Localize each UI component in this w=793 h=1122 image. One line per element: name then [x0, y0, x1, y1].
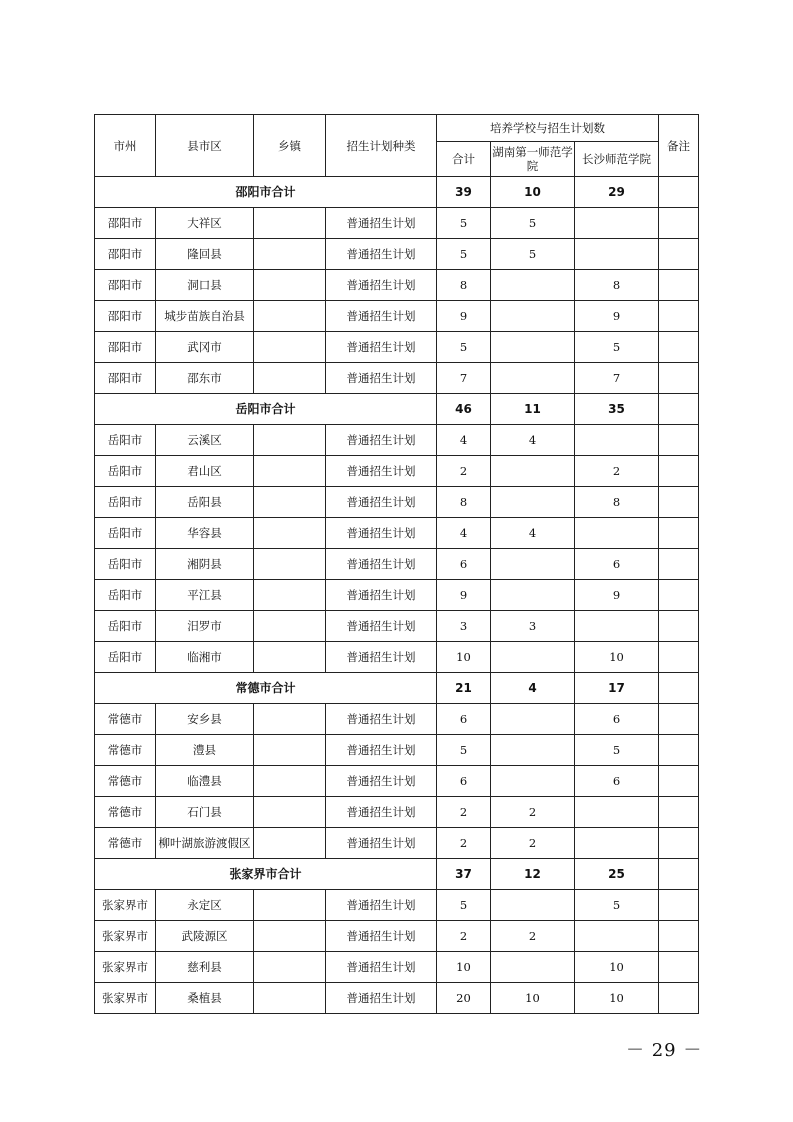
cell-county: 邵东市 — [156, 363, 254, 394]
cell-city: 常德市 — [95, 735, 156, 766]
cell-town — [254, 208, 326, 239]
cell-town — [254, 425, 326, 456]
cell-plan-type: 普通招生计划 — [326, 332, 437, 363]
cell-plan-type: 普通招生计划 — [326, 828, 437, 859]
cell-remarks — [659, 456, 699, 487]
cell-school-2: 5 — [575, 735, 659, 766]
cell-town — [254, 332, 326, 363]
header-remarks: 备注 — [659, 115, 699, 177]
cell-total: 6 — [437, 704, 491, 735]
cell-school-1 — [491, 301, 575, 332]
table-row — [95, 332, 699, 363]
table-row — [95, 549, 699, 580]
cell-county: 洞口县 — [156, 270, 254, 301]
cell-plan-type: 普通招生计划 — [326, 611, 437, 642]
cell-school-1 — [491, 735, 575, 766]
cell-city: 张家界市 — [95, 952, 156, 983]
cell-total: 8 — [437, 487, 491, 518]
cell-school-1: 10 — [491, 983, 575, 1014]
table-row — [95, 580, 699, 611]
subtotal-school-1: 12 — [491, 859, 575, 890]
table-row — [95, 828, 699, 859]
subtotal-row — [95, 394, 699, 425]
cell-city: 常德市 — [95, 797, 156, 828]
cell-town — [254, 983, 326, 1014]
cell-total: 5 — [437, 332, 491, 363]
cell-remarks — [659, 611, 699, 642]
cell-total: 10 — [437, 642, 491, 673]
cell-plan-type: 普通招生计划 — [326, 952, 437, 983]
cell-remarks — [659, 301, 699, 332]
cell-city: 岳阳市 — [95, 611, 156, 642]
cell-town — [254, 363, 326, 394]
cell-county: 华容县 — [156, 518, 254, 549]
table-row — [95, 642, 699, 673]
cell-school-2 — [575, 518, 659, 549]
table-row — [95, 983, 699, 1014]
cell-school-1: 3 — [491, 611, 575, 642]
table-row — [95, 487, 699, 518]
cell-school-1: 5 — [491, 208, 575, 239]
cell-county: 隆回县 — [156, 239, 254, 270]
cell-county: 武陵源区 — [156, 921, 254, 952]
cell-school-1 — [491, 487, 575, 518]
cell-school-2: 10 — [575, 983, 659, 1014]
cell-remarks — [659, 642, 699, 673]
subtotal-school-1: 4 — [491, 673, 575, 704]
cell-school-2: 7 — [575, 363, 659, 394]
cell-city: 邵阳市 — [95, 301, 156, 332]
header-school-1: 湖南第一师范学院 — [491, 142, 575, 177]
cell-city: 张家界市 — [95, 921, 156, 952]
cell-city: 岳阳市 — [95, 425, 156, 456]
cell-plan-type: 普通招生计划 — [326, 487, 437, 518]
cell-city: 邵阳市 — [95, 363, 156, 394]
cell-plan-type: 普通招生计划 — [326, 890, 437, 921]
cell-city: 常德市 — [95, 766, 156, 797]
cell-school-1 — [491, 890, 575, 921]
cell-remarks — [659, 828, 699, 859]
header-plan-type: 招生计划种类 — [326, 115, 437, 177]
cell-total: 5 — [437, 239, 491, 270]
cell-plan-type: 普通招生计划 — [326, 363, 437, 394]
cell-total: 2 — [437, 456, 491, 487]
cell-school-1 — [491, 766, 575, 797]
subtotal-label: 岳阳市合计 — [95, 394, 437, 425]
cell-town — [254, 580, 326, 611]
cell-county: 临湘市 — [156, 642, 254, 673]
cell-plan-type: 普通招生计划 — [326, 208, 437, 239]
cell-county: 汨罗市 — [156, 611, 254, 642]
cell-county: 慈利县 — [156, 952, 254, 983]
cell-remarks — [659, 487, 699, 518]
cell-plan-type: 普通招生计划 — [326, 518, 437, 549]
cell-total: 5 — [437, 735, 491, 766]
cell-city: 张家界市 — [95, 983, 156, 1014]
table-row — [95, 921, 699, 952]
cell-plan-type: 普通招生计划 — [326, 456, 437, 487]
cell-county: 永定区 — [156, 890, 254, 921]
cell-county: 澧县 — [156, 735, 254, 766]
cell-school-1 — [491, 642, 575, 673]
cell-school-1 — [491, 456, 575, 487]
cell-school-2 — [575, 208, 659, 239]
cell-total: 6 — [437, 766, 491, 797]
cell-school-2: 10 — [575, 642, 659, 673]
cell-city: 岳阳市 — [95, 580, 156, 611]
cell-school-2: 8 — [575, 487, 659, 518]
cell-town — [254, 797, 326, 828]
enrollment-plan-table — [94, 114, 699, 1014]
cell-city: 岳阳市 — [95, 456, 156, 487]
cell-remarks — [659, 580, 699, 611]
cell-city: 邵阳市 — [95, 270, 156, 301]
cell-county: 岳阳县 — [156, 487, 254, 518]
cell-school-2: 9 — [575, 301, 659, 332]
cell-school-1: 4 — [491, 425, 575, 456]
cell-school-1: 5 — [491, 239, 575, 270]
cell-remarks — [659, 518, 699, 549]
cell-school-2 — [575, 921, 659, 952]
cell-remarks — [659, 952, 699, 983]
cell-county: 安乡县 — [156, 704, 254, 735]
cell-city: 邵阳市 — [95, 239, 156, 270]
cell-school-1: 2 — [491, 797, 575, 828]
cell-school-1: 2 — [491, 828, 575, 859]
cell-city: 岳阳市 — [95, 642, 156, 673]
cell-town — [254, 518, 326, 549]
cell-town — [254, 239, 326, 270]
cell-school-1 — [491, 270, 575, 301]
subtotal-total: 39 — [437, 177, 491, 208]
cell-remarks — [659, 735, 699, 766]
cell-total: 5 — [437, 890, 491, 921]
cell-town — [254, 921, 326, 952]
cell-school-1 — [491, 580, 575, 611]
table-row — [95, 425, 699, 456]
subtotal-school-1: 10 — [491, 177, 575, 208]
cell-school-1 — [491, 952, 575, 983]
header-total: 合计 — [437, 142, 491, 177]
cell-city: 岳阳市 — [95, 549, 156, 580]
cell-county: 临澧县 — [156, 766, 254, 797]
subtotal-label: 张家界市合计 — [95, 859, 437, 890]
cell-town — [254, 549, 326, 580]
subtotal-label: 邵阳市合计 — [95, 177, 437, 208]
table-row — [95, 456, 699, 487]
cell-county: 云溪区 — [156, 425, 254, 456]
subtotal-school-1: 11 — [491, 394, 575, 425]
cell-plan-type: 普通招生计划 — [326, 797, 437, 828]
cell-total: 9 — [437, 301, 491, 332]
subtotal-remarks — [659, 177, 699, 208]
cell-plan-type: 普通招生计划 — [326, 270, 437, 301]
table-row — [95, 766, 699, 797]
cell-school-1: 4 — [491, 518, 575, 549]
subtotal-row — [95, 673, 699, 704]
cell-school-2: 6 — [575, 549, 659, 580]
cell-total: 10 — [437, 952, 491, 983]
cell-town — [254, 828, 326, 859]
cell-plan-type: 普通招生计划 — [326, 735, 437, 766]
cell-county: 城步苗族自治县 — [156, 301, 254, 332]
cell-total: 3 — [437, 611, 491, 642]
cell-school-1 — [491, 363, 575, 394]
cell-town — [254, 301, 326, 332]
table-row — [95, 704, 699, 735]
cell-remarks — [659, 270, 699, 301]
subtotal-total: 37 — [437, 859, 491, 890]
cell-plan-type: 普通招生计划 — [326, 983, 437, 1014]
subtotal-row — [95, 859, 699, 890]
cell-city: 张家界市 — [95, 890, 156, 921]
cell-town — [254, 611, 326, 642]
table-row — [95, 797, 699, 828]
cell-county: 桑植县 — [156, 983, 254, 1014]
cell-city: 常德市 — [95, 704, 156, 735]
cell-remarks — [659, 363, 699, 394]
cell-city: 邵阳市 — [95, 208, 156, 239]
cell-school-2 — [575, 797, 659, 828]
cell-school-2: 6 — [575, 704, 659, 735]
cell-remarks — [659, 797, 699, 828]
cell-school-2: 5 — [575, 332, 659, 363]
cell-county: 大祥区 — [156, 208, 254, 239]
table-row — [95, 735, 699, 766]
subtotal-row — [95, 177, 699, 208]
cell-school-2: 2 — [575, 456, 659, 487]
subtotal-school-2: 29 — [575, 177, 659, 208]
subtotal-total: 21 — [437, 673, 491, 704]
table-row — [95, 363, 699, 394]
cell-school-1: 2 — [491, 921, 575, 952]
cell-school-2: 10 — [575, 952, 659, 983]
subtotal-school-2: 35 — [575, 394, 659, 425]
cell-county: 湘阴县 — [156, 549, 254, 580]
subtotal-label: 常德市合计 — [95, 673, 437, 704]
cell-school-1 — [491, 549, 575, 580]
cell-school-2: 9 — [575, 580, 659, 611]
cell-city: 常德市 — [95, 828, 156, 859]
cell-plan-type: 普通招生计划 — [326, 301, 437, 332]
table-row — [95, 208, 699, 239]
cell-plan-type: 普通招生计划 — [326, 642, 437, 673]
header-school-2: 长沙师范学院 — [575, 142, 659, 177]
cell-city: 邵阳市 — [95, 332, 156, 363]
cell-school-2: 6 — [575, 766, 659, 797]
cell-remarks — [659, 983, 699, 1014]
table-row — [95, 611, 699, 642]
cell-city: 岳阳市 — [95, 518, 156, 549]
cell-remarks — [659, 239, 699, 270]
cell-total: 4 — [437, 425, 491, 456]
cell-plan-type: 普通招生计划 — [326, 921, 437, 952]
header-city: 市州 — [95, 115, 156, 177]
cell-plan-type: 普通招生计划 — [326, 704, 437, 735]
subtotal-school-2: 17 — [575, 673, 659, 704]
cell-plan-type: 普通招生计划 — [326, 425, 437, 456]
cell-county: 平江县 — [156, 580, 254, 611]
cell-plan-type: 普通招生计划 — [326, 580, 437, 611]
cell-total: 8 — [437, 270, 491, 301]
subtotal-remarks — [659, 673, 699, 704]
cell-town — [254, 456, 326, 487]
cell-total: 2 — [437, 828, 491, 859]
cell-plan-type: 普通招生计划 — [326, 239, 437, 270]
cell-total: 5 — [437, 208, 491, 239]
cell-school-1 — [491, 332, 575, 363]
header-county: 县市区 — [156, 115, 254, 177]
cell-plan-type: 普通招生计划 — [326, 766, 437, 797]
table-row — [95, 890, 699, 921]
subtotal-remarks — [659, 859, 699, 890]
cell-remarks — [659, 208, 699, 239]
cell-county: 石门县 — [156, 797, 254, 828]
table-body — [95, 177, 699, 1014]
subtotal-school-2: 25 — [575, 859, 659, 890]
cell-school-2 — [575, 611, 659, 642]
cell-county: 君山区 — [156, 456, 254, 487]
cell-town — [254, 766, 326, 797]
cell-total: 9 — [437, 580, 491, 611]
cell-town — [254, 704, 326, 735]
cell-remarks — [659, 890, 699, 921]
cell-town — [254, 487, 326, 518]
cell-town — [254, 642, 326, 673]
cell-school-2: 5 — [575, 890, 659, 921]
cell-town — [254, 270, 326, 301]
subtotal-total: 46 — [437, 394, 491, 425]
cell-total: 7 — [437, 363, 491, 394]
cell-school-2 — [575, 425, 659, 456]
cell-county: 柳叶湖旅游渡假区 — [156, 828, 254, 859]
table-row — [95, 518, 699, 549]
cell-city: 岳阳市 — [95, 487, 156, 518]
table-row — [95, 952, 699, 983]
cell-school-2 — [575, 239, 659, 270]
cell-town — [254, 735, 326, 766]
cell-remarks — [659, 921, 699, 952]
cell-remarks — [659, 332, 699, 363]
cell-remarks — [659, 766, 699, 797]
cell-town — [254, 952, 326, 983]
table-row — [95, 301, 699, 332]
subtotal-remarks — [659, 394, 699, 425]
cell-school-2 — [575, 828, 659, 859]
cell-county: 武冈市 — [156, 332, 254, 363]
table-header — [95, 115, 699, 177]
table-row — [95, 270, 699, 301]
table-row — [95, 239, 699, 270]
cell-plan-type: 普通招生计划 — [326, 549, 437, 580]
cell-total: 4 — [437, 518, 491, 549]
header-town: 乡镇 — [254, 115, 326, 177]
cell-total: 6 — [437, 549, 491, 580]
page-number: － 29 － — [626, 1040, 703, 1061]
cell-town — [254, 890, 326, 921]
cell-school-2: 8 — [575, 270, 659, 301]
cell-school-1 — [491, 704, 575, 735]
cell-total: 2 — [437, 921, 491, 952]
header-schools-group: 培养学校与招生计划数 — [437, 115, 659, 142]
cell-remarks — [659, 704, 699, 735]
cell-remarks — [659, 549, 699, 580]
cell-remarks — [659, 425, 699, 456]
cell-total: 2 — [437, 797, 491, 828]
cell-total: 20 — [437, 983, 491, 1014]
